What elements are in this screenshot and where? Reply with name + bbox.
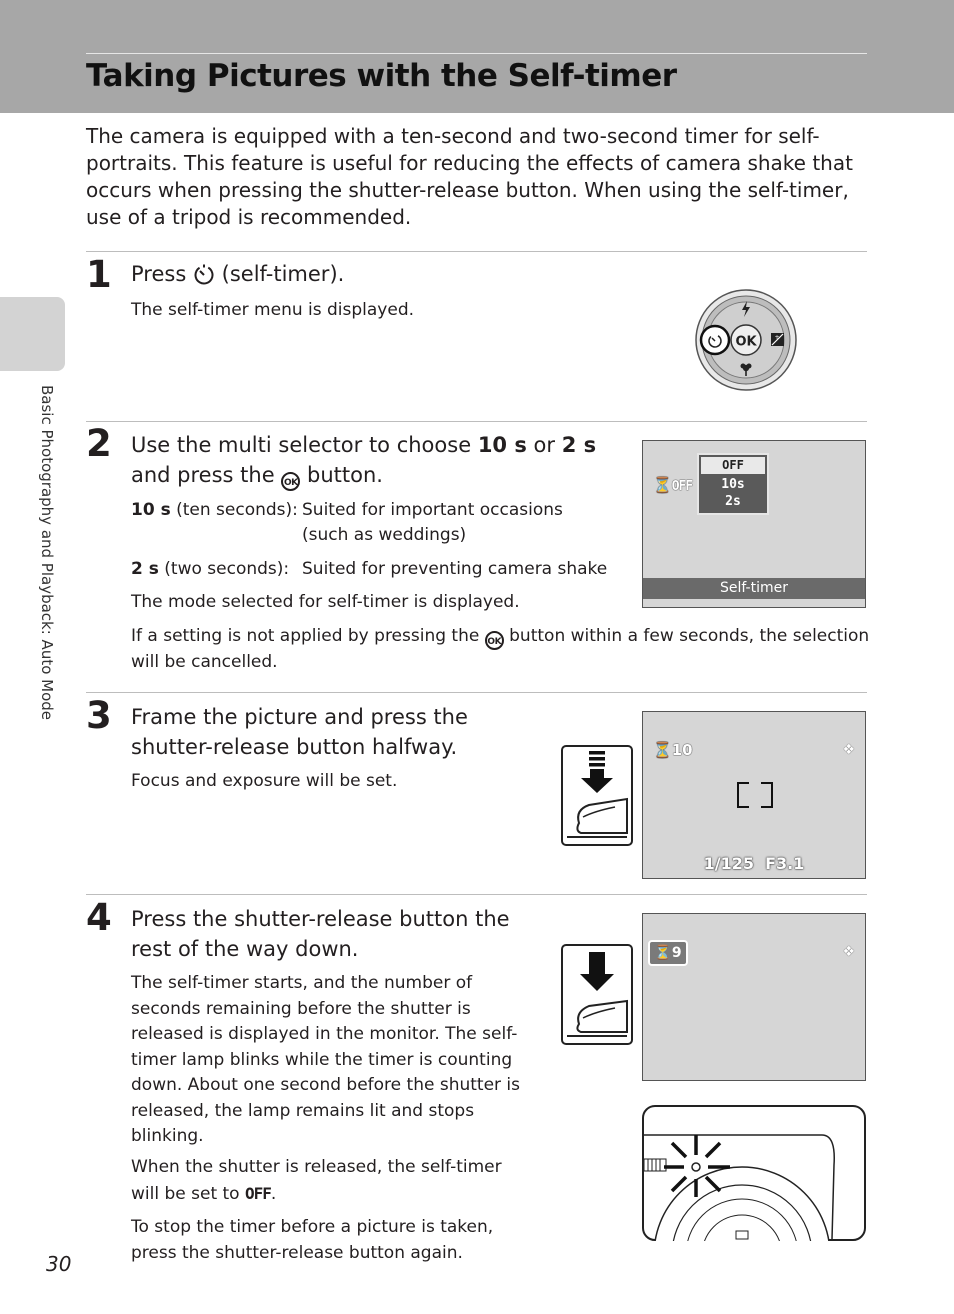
- half-press-illustration: [561, 745, 633, 846]
- shooting-screen-halfway: [642, 711, 866, 879]
- step-description: The self-timer starts, and the number of seconds remaining before the shutter is released is displayed in the monitor. The self-timer lamp blinks while the timer is counting down. About one second before the shutter is released, the lamp remains lit and stops blinking.: [131, 973, 520, 1146]
- step-description: The self-timer menu is displayed.: [131, 300, 415, 320]
- step-note: If a setting is not applied by pressing the OK button within a few seconds, the selection will be cancelled.: [131, 626, 870, 672]
- step-number: 2: [86, 422, 112, 465]
- step-note: When the shutter is released, the self-timer will be set to OFF.: [131, 1157, 502, 1204]
- multi-selector-illustration: [693, 288, 799, 392]
- menu-title-bar: Self-timer: [643, 578, 865, 599]
- off-icon: OFF: [245, 1183, 271, 1203]
- side-tab: [0, 297, 65, 371]
- step-divider: [86, 894, 867, 895]
- header-band: [0, 0, 954, 113]
- page-number: 30: [46, 1252, 72, 1276]
- focus-bracket-right: [761, 782, 773, 808]
- self-timer-menu-screen: [642, 440, 866, 608]
- step-number: 3: [86, 694, 112, 737]
- exposure-readout: 1/125 F3.1: [703, 854, 805, 873]
- step-divider: [86, 421, 867, 422]
- shooting-screen-countdown: [642, 913, 866, 1081]
- side-tab-label: Basic Photography and Playback: Auto Mode: [38, 385, 56, 721]
- vibration-reduction-icon: ❖: [842, 944, 855, 960]
- step-note: To stop the timer before a picture is taken, press the shutter-release button again.: [131, 1217, 494, 1263]
- page-title: Taking Pictures with the Self-timer: [86, 58, 677, 94]
- timer-option-10s[interactable]: 10s: [721, 477, 745, 492]
- step-divider: [86, 692, 867, 693]
- vibration-reduction-icon: ❖: [842, 742, 855, 758]
- step-heading: Frame the picture and press the shutter-release button halfway.: [131, 705, 468, 759]
- self-timer-lamp-illustration: [642, 1105, 866, 1241]
- option-description: Suited for preventing camera shake: [302, 559, 608, 579]
- option-term: 10 s (ten seconds):: [131, 500, 298, 520]
- step-number: 4: [86, 896, 112, 939]
- option-term: 2 s (two seconds):: [131, 559, 290, 579]
- svg-text:+: +: [774, 334, 780, 341]
- step-description: Focus and exposure will be set.: [131, 771, 398, 791]
- step-number: 1: [86, 253, 112, 296]
- step-heading: Use the multi selector to choose 10 s or 2 s and press the OK button.: [131, 430, 621, 491]
- ok-button-icon: OK: [485, 631, 504, 650]
- svg-text:OK: OK: [735, 334, 757, 350]
- header-rule: [86, 53, 867, 54]
- step-divider: [86, 251, 867, 252]
- option-description: Suited for important occasions (such as weddings): [302, 500, 563, 545]
- timer-mode-indicator: ⏳OFF: [653, 476, 693, 494]
- ok-button-icon: OK: [281, 472, 300, 491]
- step-heading: Press (self-timer).: [131, 262, 345, 286]
- step-heading: Press the shutter-release button the rest of the way down.: [131, 907, 510, 961]
- exposure-comp-icon: [771, 333, 784, 346]
- focus-bracket-left: [737, 782, 749, 808]
- timer-countdown-indicator: ⏳9: [648, 940, 688, 966]
- step-description: The mode selected for self-timer is displayed.: [131, 592, 520, 612]
- timer-option-off[interactable]: OFF: [701, 457, 765, 474]
- full-press-illustration: [561, 944, 633, 1045]
- intro-paragraph: The camera is equipped with a ten-second and two-second timer for self-portraits. This feature is useful for reducing the effects of camera shake that occurs when pressing the shutter-release button. When using the self-timer, use of a tripod is recommended.: [86, 124, 853, 229]
- timer-countdown-indicator: ⏳10: [653, 741, 693, 759]
- timer-option-list: [697, 453, 769, 515]
- timer-option-2s[interactable]: 2s: [725, 494, 741, 509]
- self-timer-icon: [193, 263, 215, 285]
